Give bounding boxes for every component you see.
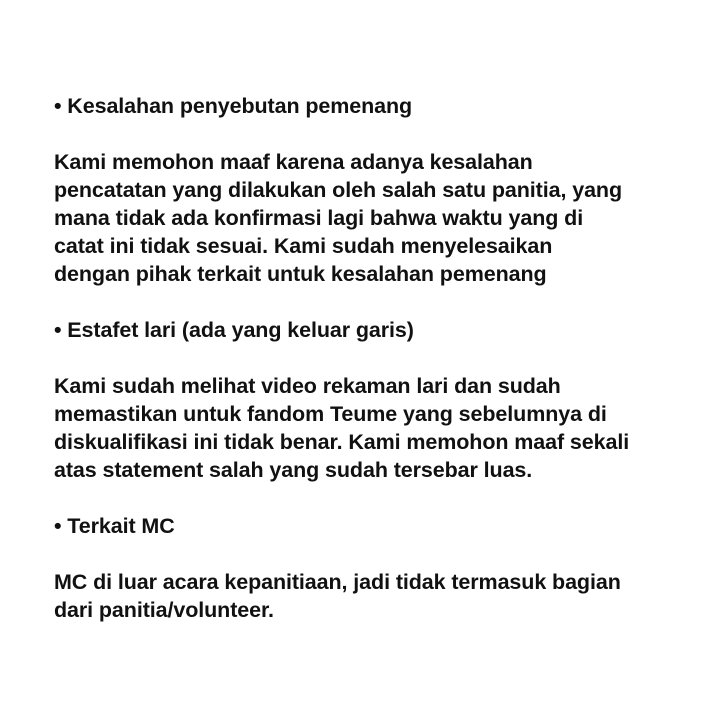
- announcement-document: [54, 92, 694, 652]
- body-line: mana tidak ada konfirmasi lagi bahwa waktu yang di: [54, 206, 584, 230]
- heading-text: • Terkait MC: [54, 514, 175, 538]
- body-line: Kami memohon maaf karena adanya kesalahan: [54, 150, 533, 174]
- body-line: pencatatan yang dilakukan oleh salah satu panitia, yang: [54, 178, 622, 202]
- body-line: diskualifikasi ini tidak benar. Kami memohon maaf sekali: [54, 430, 630, 454]
- section-body-relay: [54, 372, 694, 484]
- section-heading-mc: [54, 512, 694, 540]
- section-heading-winner-error: [54, 92, 694, 120]
- body-line: atas statement salah yang sudah tersebar luas.: [54, 458, 533, 482]
- heading-text: • Estafet lari (ada yang keluar garis): [54, 318, 414, 342]
- body-line: dengan pihak terkait untuk kesalahan pemenang: [54, 262, 547, 286]
- body-line: MC di luar acara kepanitiaan, jadi tidak termasuk bagian: [54, 570, 621, 594]
- body-line: catat ini tidak sesuai. Kami sudah menyelesaikan: [54, 234, 553, 258]
- body-line: Kami sudah melihat video rekaman lari dan sudah: [54, 374, 561, 398]
- section-body-mc: [54, 568, 694, 624]
- section-body-winner-error: [54, 148, 694, 288]
- body-line: dari panitia/volunteer.: [54, 598, 274, 622]
- heading-text: • Kesalahan penyebutan pemenang: [54, 94, 413, 118]
- body-line: memastikan untuk fandom Teume yang sebelumnya di: [54, 402, 607, 426]
- section-heading-relay: [54, 316, 694, 344]
